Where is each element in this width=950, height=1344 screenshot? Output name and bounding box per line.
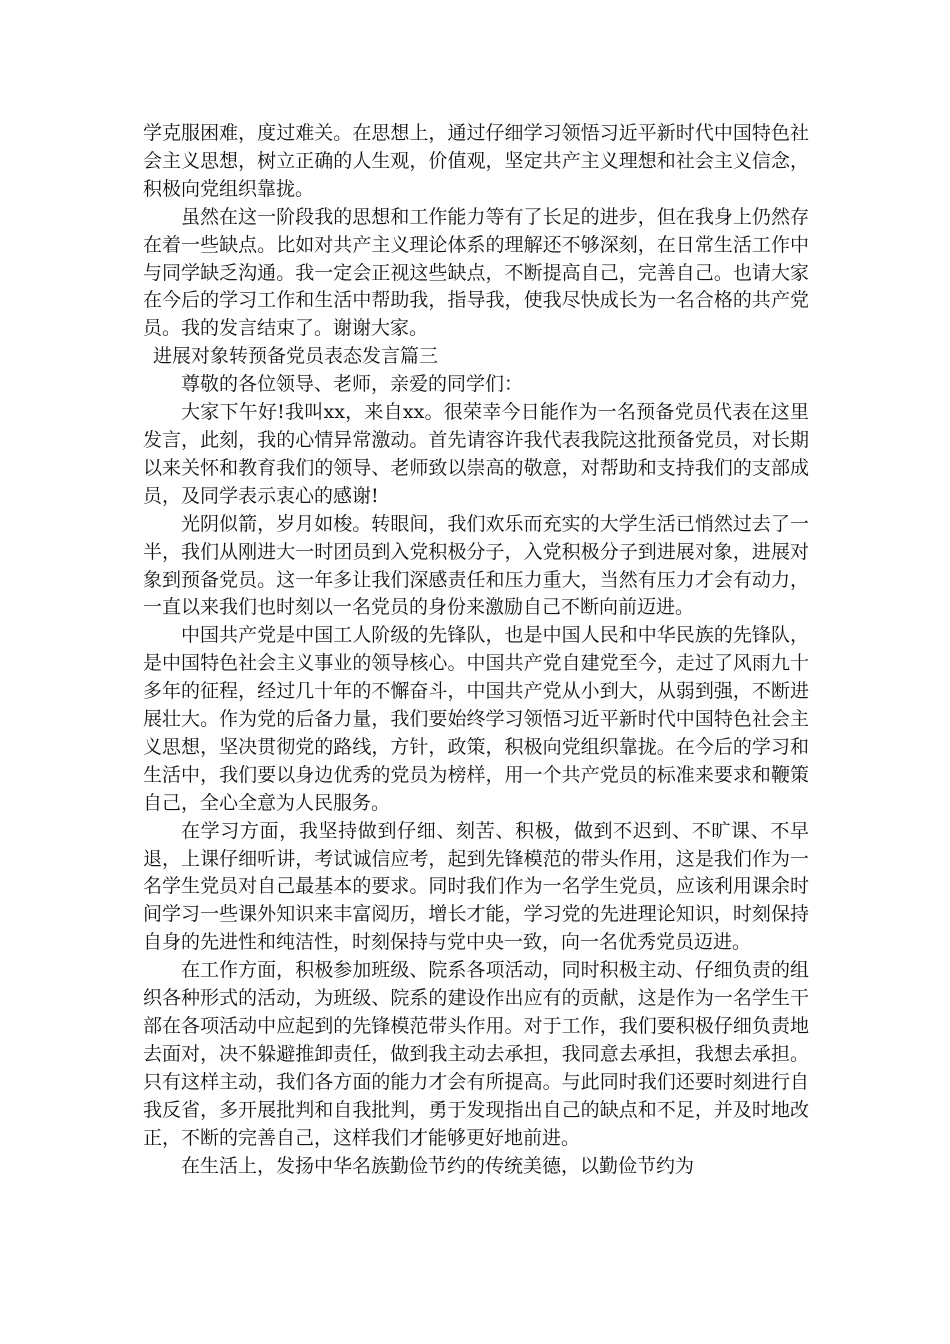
paragraph-life: 在生活上，发扬中华名族勤俭节约的传统美德，以勤俭节约为 (181, 1154, 695, 1177)
paragraph-salutation: 尊敬的各位领导、老师，亲爱的同学们： (181, 373, 524, 396)
section-heading: 进展对象转预备党员表态发言篇三 (153, 345, 439, 368)
paragraph-continuation: 学克服困难，度过难关。在思想上，通过仔细学习领悟习近平新时代中国特色社会主义思想，树立正确的人生观，价值观，坚定共产主义理想和社会主义信念，积极向党组织靠拢。 (143, 122, 809, 200)
paragraph-shortcomings: 虽然在这一阶段我的思想和工作能力等有了长足的进步，但在我身上仍然存在着一些缺点。比如对共产主义理论体系的理解还不够深刻，在日常生活工作中与同学缺乏沟通。我一定会正视这些缺点，不断提高自己，完善自己。也请大家在今后的学习工作和生活中帮助我，指导我，使我尽快成长为一名合格的共产党员。我的发言结束了。谢谢大家。 (143, 205, 809, 340)
paragraph-work: 在工作方面，积极参加班级、院系各项活动，同时积极主动、仔细负责的组织各种形式的活动，为班级、院系的建设作出应有的贡献，这是作为一名学生干部在各项活动中应起到的先锋模范带头作用。对于工作，我们要积极仔细负责地去面对，决不躲避推卸责任，做到我主动去承担，我同意去承担，我想去承担。只有这样主动，我们各方面的能力才会有所提高。与此同时我们还要时刻进行自我反省，多开展批判和自我批判，勇于发现指出自己的缺点和不足，并及时地改正，不断的完善自己，这样我们才能够更好地前进。 (143, 959, 809, 1149)
paragraph-time-passes: 光阴似箭，岁月如梭。转眼间，我们欢乐而充实的大学生活已悄然过去了一半，我们从刚进大一时团员到入党积极分子，入党积极分子到进展对象，进展对象到预备党员。这一年多让我们深感责任和压力重大，当然有压力才会有动力，一直以来我们也时刻以一名党员的身份来激励自己不断向前迈进。 (143, 512, 809, 619)
document-body (143, 120, 809, 1180)
paragraph-greeting: 大家下午好!我叫xx，来自xx。很荣幸今日能作为一名预备党员代表在这里发言，此刻，我的心情异常激动。首先请容许我代表我院这批预备党员，对长期以来关怀和教育我们的领导、老师致以崇高的敬意，对帮助和支持我们的支部成员，及同学表示衷心的感谢! (143, 401, 809, 507)
paragraph-study: 在学习方面，我坚持做到仔细、刻苦、积极，做到不迟到、不旷课、不早退，上课仔细听讲，考试诚信应考，起到先锋模范的带头作用，这是我们作为一名学生党员对自己最基本的要求。同时我们作为一名学生党员，应该利用课余时间学习一些课外知识来丰富阅历，增长才能，学习党的先进理论知识，时刻保持自身的先进性和纯洁性，时刻保持与党中央一致，向一名优秀党员迈进。 (143, 819, 809, 954)
paragraph-party-vanguard: 中国共产党是中国工人阶级的先锋队，也是中国人民和中华民族的先锋队，是中国特色社会主义事业的领导核心。中国共产党自建党至今，走过了风雨九十多年的征程，经过几十年的不懈奋斗，中国共产党从小到大，从弱到强，不断进展壮大。作为党的后备力量，我们要始终学习领悟习近平新时代中国特色社会主义思想，坚决贯彻党的路线，方针，政策，积极向党组织靠拢。在今后的学习和生活中，我们要以身边优秀的党员为榜样，用一个共产党员的标准来要求和鞭策自己，全心全意为人民服务。 (143, 624, 809, 814)
